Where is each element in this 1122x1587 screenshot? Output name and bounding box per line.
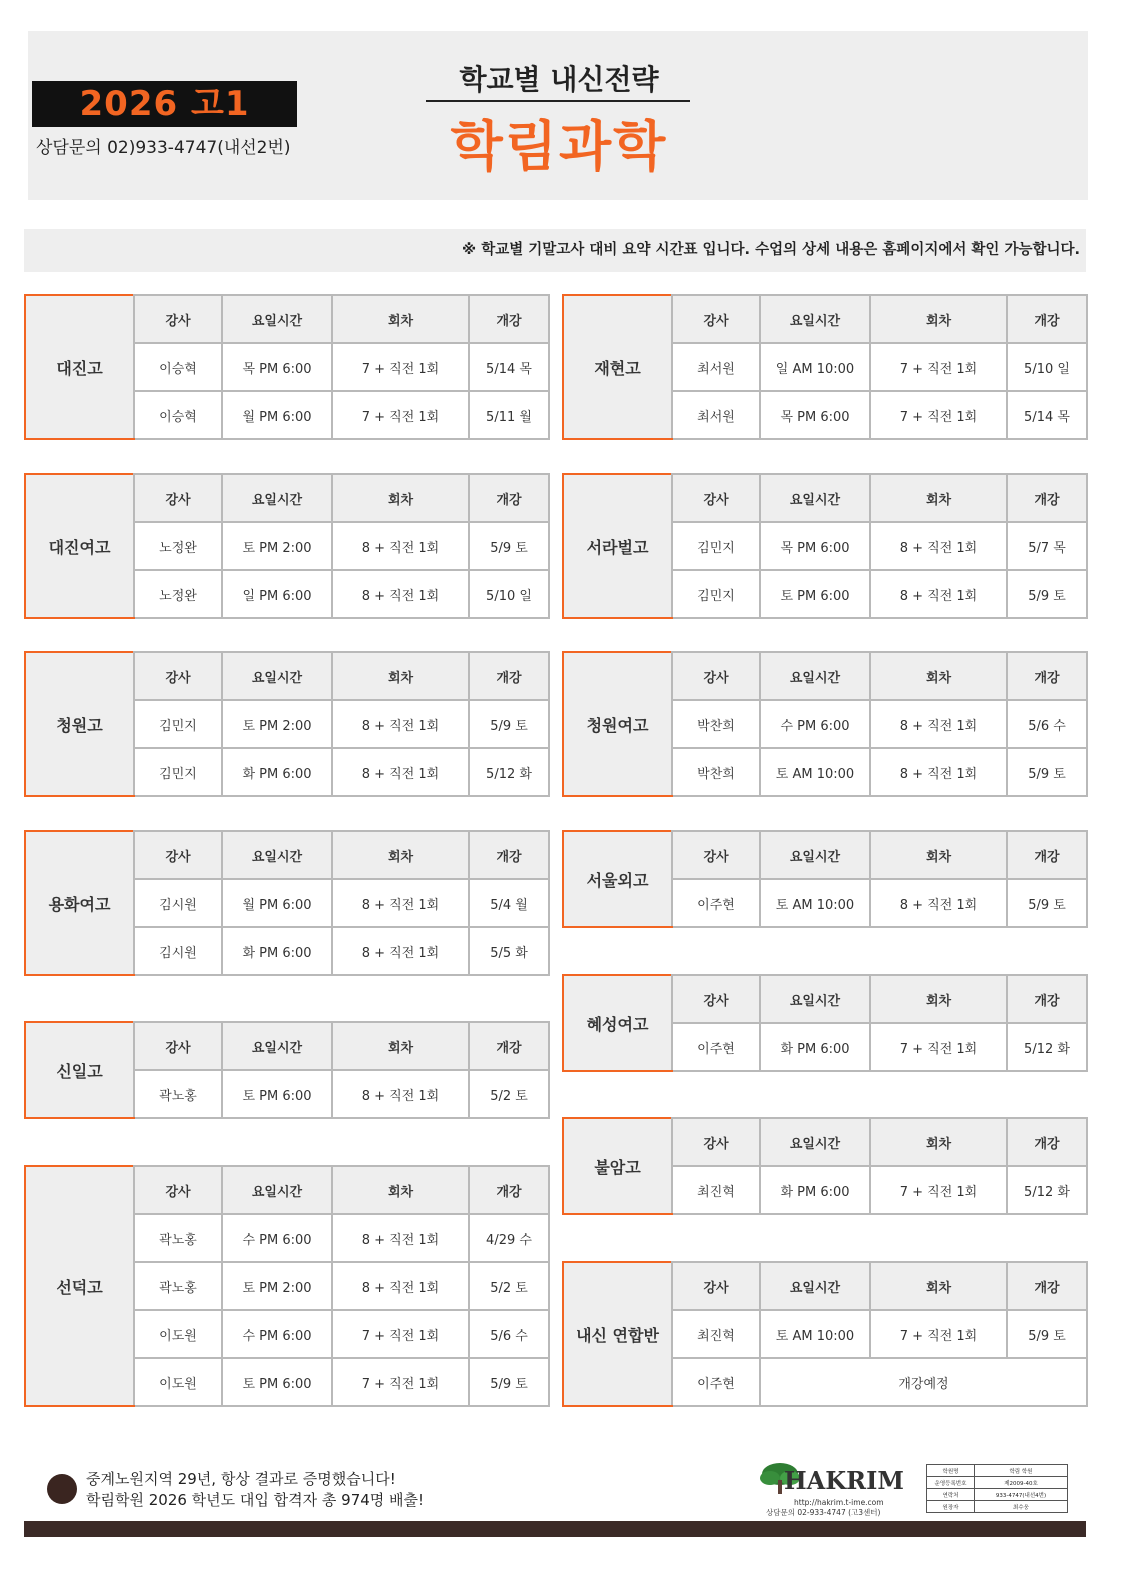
teacher-cell: 이승혁: [134, 343, 222, 391]
teacher-cell: 이도원: [134, 1358, 222, 1406]
column-header: 회차: [332, 474, 469, 522]
column-header: 회차: [332, 652, 469, 700]
column-header: 개강: [1007, 652, 1087, 700]
sessions-cell: 8 + 직전 1회: [332, 1214, 469, 1262]
start-date-cell: 5/9 토: [1007, 879, 1087, 927]
teacher-cell: 최진혁: [672, 1166, 760, 1214]
footer-line-2: 학림학원 2026 학년도 대입 합격자 총 974명 배출!: [86, 1491, 425, 1509]
column-header: 개강: [1007, 295, 1087, 343]
column-header: 요일시간: [760, 1118, 870, 1166]
academy-info-table: [926, 1464, 1068, 1513]
schedule-daejin: [24, 294, 550, 440]
page-title: 학림과학: [450, 115, 668, 178]
column-header: 강사: [134, 474, 222, 522]
bullet-dot: [47, 1474, 77, 1504]
column-header: 개강: [469, 474, 549, 522]
schedule-cheongwon: [24, 651, 550, 797]
teacher-cell: 노정완: [134, 522, 222, 570]
column-header: 강사: [672, 1262, 760, 1310]
school-name: 서울외고: [563, 831, 672, 927]
year-badge: 2026 고1: [32, 81, 297, 127]
school-name: 청원여고: [563, 652, 672, 796]
sessions-cell: 7 + 직전 1회: [332, 343, 469, 391]
start-date-cell: 5/6 수: [1007, 700, 1087, 748]
school-name: 용화여고: [25, 831, 134, 975]
column-header: 강사: [134, 295, 222, 343]
sessions-cell: 8 + 직전 1회: [332, 570, 469, 618]
column-header: 강사: [134, 831, 222, 879]
start-date-cell: 5/6 수: [469, 1310, 549, 1358]
teacher-cell: 최서원: [672, 391, 760, 439]
column-header: 요일시간: [222, 474, 332, 522]
start-date-cell: 5/9 토: [1007, 1310, 1087, 1358]
column-header: 회차: [870, 295, 1007, 343]
column-header: 개강: [469, 295, 549, 343]
day-time-cell: 토 PM 6:00: [760, 570, 870, 618]
start-date-cell: 4/29 수: [469, 1214, 549, 1262]
column-header: 회차: [870, 1262, 1007, 1310]
title-divider: [426, 100, 690, 102]
teacher-cell: 노정완: [134, 570, 222, 618]
teacher-cell: 박찬희: [672, 748, 760, 796]
teacher-cell: 이승혁: [134, 391, 222, 439]
sessions-cell: 8 + 직전 1회: [870, 570, 1007, 618]
column-header: 회차: [870, 474, 1007, 522]
schedule-jaehyun: [562, 294, 1088, 440]
column-header: 강사: [134, 1166, 222, 1214]
sessions-cell: 7 + 직전 1회: [332, 1310, 469, 1358]
day-time-cell: 화 PM 6:00: [760, 1023, 870, 1071]
info-row: [927, 1501, 1068, 1513]
sessions-cell: 8 + 직전 1회: [332, 1070, 469, 1118]
day-time-cell: 화 PM 6:00: [760, 1166, 870, 1214]
column-header: 요일시간: [222, 1166, 332, 1214]
column-header: 강사: [672, 652, 760, 700]
day-time-cell: 수 PM 6:00: [760, 700, 870, 748]
schedule-seoul-foreign: [562, 830, 1088, 928]
column-header: 회차: [332, 295, 469, 343]
contact-info: 상담문의 02)933-4747(내선2번): [36, 138, 291, 158]
day-time-cell: 토 PM 6:00: [222, 1070, 332, 1118]
column-header: 강사: [672, 975, 760, 1023]
schedule-buram: [562, 1117, 1088, 1215]
sessions-cell: 8 + 직전 1회: [870, 522, 1007, 570]
header-row: [563, 1262, 1087, 1310]
column-header: 요일시간: [222, 295, 332, 343]
sessions-cell: 8 + 직전 1회: [332, 700, 469, 748]
header-row: [25, 295, 549, 343]
teacher-cell: 김민지: [134, 748, 222, 796]
sessions-cell: 7 + 직전 1회: [870, 343, 1007, 391]
teacher-cell: 이주현: [672, 1358, 760, 1406]
teacher-cell: 최서원: [672, 343, 760, 391]
day-time-cell: 토 AM 10:00: [760, 879, 870, 927]
day-time-cell: 토 AM 10:00: [760, 1310, 870, 1358]
header-row: [25, 831, 549, 879]
start-date-cell: 5/2 토: [469, 1262, 549, 1310]
teacher-cell: 김시원: [134, 879, 222, 927]
schedule-seondeok: [24, 1165, 550, 1407]
column-header: 요일시간: [760, 975, 870, 1023]
sessions-cell: 8 + 직전 1회: [870, 748, 1007, 796]
header-row: [563, 652, 1087, 700]
start-date-cell: 5/9 토: [469, 700, 549, 748]
info-label: 연락처: [927, 1489, 975, 1501]
teacher-cell: 이주현: [672, 1023, 760, 1071]
teacher-cell: 김민지: [672, 570, 760, 618]
school-name: 대진고: [25, 295, 134, 439]
header-row: [563, 474, 1087, 522]
sessions-cell: 8 + 직전 1회: [870, 700, 1007, 748]
column-header: 요일시간: [760, 474, 870, 522]
column-header: 강사: [672, 295, 760, 343]
teacher-cell: 김시원: [134, 927, 222, 975]
column-header: 개강: [1007, 831, 1087, 879]
column-header: 강사: [134, 1022, 222, 1070]
start-date-cell: 5/9 토: [1007, 748, 1087, 796]
day-time-cell: 수 PM 6:00: [222, 1310, 332, 1358]
column-header: 요일시간: [760, 295, 870, 343]
column-header: 개강: [469, 1166, 549, 1214]
logo-tel: 상담문의 02-933-4747 (고3센터): [766, 1508, 881, 1517]
hakrim-logo: [758, 1458, 904, 1520]
sessions-cell: 8 + 직전 1회: [332, 879, 469, 927]
column-header: 회차: [870, 652, 1007, 700]
start-date-cell: 5/9 토: [469, 1358, 549, 1406]
day-time-cell: 일 AM 10:00: [760, 343, 870, 391]
column-header: 요일시간: [222, 652, 332, 700]
teacher-cell: 곽노홍: [134, 1262, 222, 1310]
teacher-cell: 곽노홍: [134, 1070, 222, 1118]
teacher-cell: 최진혁: [672, 1310, 760, 1358]
column-header: 개강: [1007, 474, 1087, 522]
info-row: [927, 1465, 1068, 1477]
schedule-seorabeol: [562, 473, 1088, 619]
school-name: 청원고: [25, 652, 134, 796]
start-date-cell: 5/14 목: [1007, 391, 1087, 439]
footer-message: [86, 1469, 424, 1511]
day-time-cell: 토 PM 2:00: [222, 1262, 332, 1310]
planned-status-cell: 개강예정: [760, 1358, 1087, 1406]
sessions-cell: 8 + 직전 1회: [332, 1262, 469, 1310]
start-date-cell: 5/11 월: [469, 391, 549, 439]
school-name: 신일고: [25, 1022, 134, 1118]
schedule-shinil: [24, 1021, 550, 1119]
schedule-joint: [562, 1261, 1088, 1407]
school-name: 재현고: [563, 295, 672, 439]
column-header: 강사: [672, 831, 760, 879]
start-date-cell: 5/12 화: [469, 748, 549, 796]
day-time-cell: 목 PM 6:00: [760, 391, 870, 439]
day-time-cell: 토 PM 6:00: [222, 1358, 332, 1406]
day-time-cell: 월 PM 6:00: [222, 391, 332, 439]
teacher-cell: 김민지: [134, 700, 222, 748]
day-time-cell: 월 PM 6:00: [222, 879, 332, 927]
sessions-cell: 7 + 직전 1회: [870, 1310, 1007, 1358]
day-time-cell: 토 AM 10:00: [760, 748, 870, 796]
header-row: [25, 474, 549, 522]
info-row: [927, 1477, 1068, 1489]
sessions-cell: 7 + 직전 1회: [870, 1166, 1007, 1214]
teacher-cell: 곽노홍: [134, 1214, 222, 1262]
column-header: 회차: [870, 1118, 1007, 1166]
day-time-cell: 화 PM 6:00: [222, 927, 332, 975]
sessions-cell: 7 + 직전 1회: [332, 1358, 469, 1406]
logo-name: HAKRIM: [784, 1466, 904, 1495]
page-subtitle: 학교별 내신전략: [459, 63, 659, 96]
day-time-cell: 토 PM 2:00: [222, 522, 332, 570]
header-row: [563, 975, 1087, 1023]
day-time-cell: 목 PM 6:00: [760, 522, 870, 570]
start-date-cell: 5/10 일: [469, 570, 549, 618]
header-row: [563, 295, 1087, 343]
column-header: 개강: [469, 652, 549, 700]
school-name: 내신 연합반: [563, 1262, 672, 1406]
column-header: 회차: [332, 1022, 469, 1070]
column-header: 개강: [1007, 975, 1087, 1023]
header-row: [563, 1118, 1087, 1166]
school-name: 불암고: [563, 1118, 672, 1214]
info-value: 최수웅: [975, 1501, 1068, 1513]
start-date-cell: 5/4 월: [469, 879, 549, 927]
info-value: 933-4747(내선4번): [975, 1489, 1068, 1501]
column-header: 회차: [332, 831, 469, 879]
sessions-cell: 8 + 직전 1회: [332, 748, 469, 796]
start-date-cell: 5/10 일: [1007, 343, 1087, 391]
schedule-daejin-girls: [24, 473, 550, 619]
info-row: [927, 1489, 1068, 1501]
day-time-cell: 화 PM 6:00: [222, 748, 332, 796]
column-header: 개강: [1007, 1118, 1087, 1166]
column-header: 강사: [672, 1118, 760, 1166]
column-header: 요일시간: [760, 831, 870, 879]
sessions-cell: 7 + 직전 1회: [870, 1023, 1007, 1071]
teacher-cell: 박찬희: [672, 700, 760, 748]
sessions-cell: 8 + 직전 1회: [870, 879, 1007, 927]
schedule-yonghwa-girls: [24, 830, 550, 976]
logo-url[interactable]: http://hakrim.t-ime.com: [794, 1498, 884, 1507]
info-label: 원장자: [927, 1501, 975, 1513]
start-date-cell: 5/5 화: [469, 927, 549, 975]
column-header: 개강: [469, 1022, 549, 1070]
teacher-cell: 김민지: [672, 522, 760, 570]
header-row: [25, 652, 549, 700]
schedule-cheongwon-girls: [562, 651, 1088, 797]
school-name: 혜성여고: [563, 975, 672, 1071]
column-header: 강사: [134, 652, 222, 700]
header-row: [25, 1022, 549, 1070]
info-label: 운영등록번호: [927, 1477, 975, 1489]
start-date-cell: 5/7 목: [1007, 522, 1087, 570]
column-header: 요일시간: [760, 652, 870, 700]
column-header: 회차: [870, 975, 1007, 1023]
sessions-cell: 8 + 직전 1회: [332, 522, 469, 570]
column-header: 요일시간: [760, 1262, 870, 1310]
column-header: 회차: [870, 831, 1007, 879]
header-row: [563, 831, 1087, 879]
footer-line-1: 중계노원지역 29년, 항상 결과로 증명했습니다!: [86, 1470, 396, 1488]
notice-bar: ※ 학교별 기말고사 대비 요약 시간표 입니다. 수업의 상세 내용은 홈페이지에서 확인 가능합니다.: [24, 229, 1086, 272]
day-time-cell: 토 PM 2:00: [222, 700, 332, 748]
day-time-cell: 일 PM 6:00: [222, 570, 332, 618]
sessions-cell: 8 + 직전 1회: [332, 927, 469, 975]
start-date-cell: 5/2 토: [469, 1070, 549, 1118]
day-time-cell: 목 PM 6:00: [222, 343, 332, 391]
column-header: 개강: [469, 831, 549, 879]
school-name: 선덕고: [25, 1166, 134, 1406]
school-name: 대진여고: [25, 474, 134, 618]
info-value: 학림 학원: [975, 1465, 1068, 1477]
start-date-cell: 5/12 화: [1007, 1166, 1087, 1214]
start-date-cell: 5/14 목: [469, 343, 549, 391]
day-time-cell: 수 PM 6:00: [222, 1214, 332, 1262]
header-row: [25, 1166, 549, 1214]
start-date-cell: 5/9 토: [469, 522, 549, 570]
info-label: 학원명: [927, 1465, 975, 1477]
teacher-cell: 이주현: [672, 879, 760, 927]
footer-bar: [24, 1521, 1086, 1537]
start-date-cell: 5/9 토: [1007, 570, 1087, 618]
schedule-hyesung-girls: [562, 974, 1088, 1072]
column-header: 강사: [672, 474, 760, 522]
column-header: 요일시간: [222, 1022, 332, 1070]
sessions-cell: 7 + 직전 1회: [870, 391, 1007, 439]
sessions-cell: 7 + 직전 1회: [332, 391, 469, 439]
start-date-cell: 5/12 화: [1007, 1023, 1087, 1071]
column-header: 회차: [332, 1166, 469, 1214]
school-name: 서라벌고: [563, 474, 672, 618]
info-value: 제2009-40호: [975, 1477, 1068, 1489]
column-header: 요일시간: [222, 831, 332, 879]
teacher-cell: 이도원: [134, 1310, 222, 1358]
column-header: 개강: [1007, 1262, 1087, 1310]
